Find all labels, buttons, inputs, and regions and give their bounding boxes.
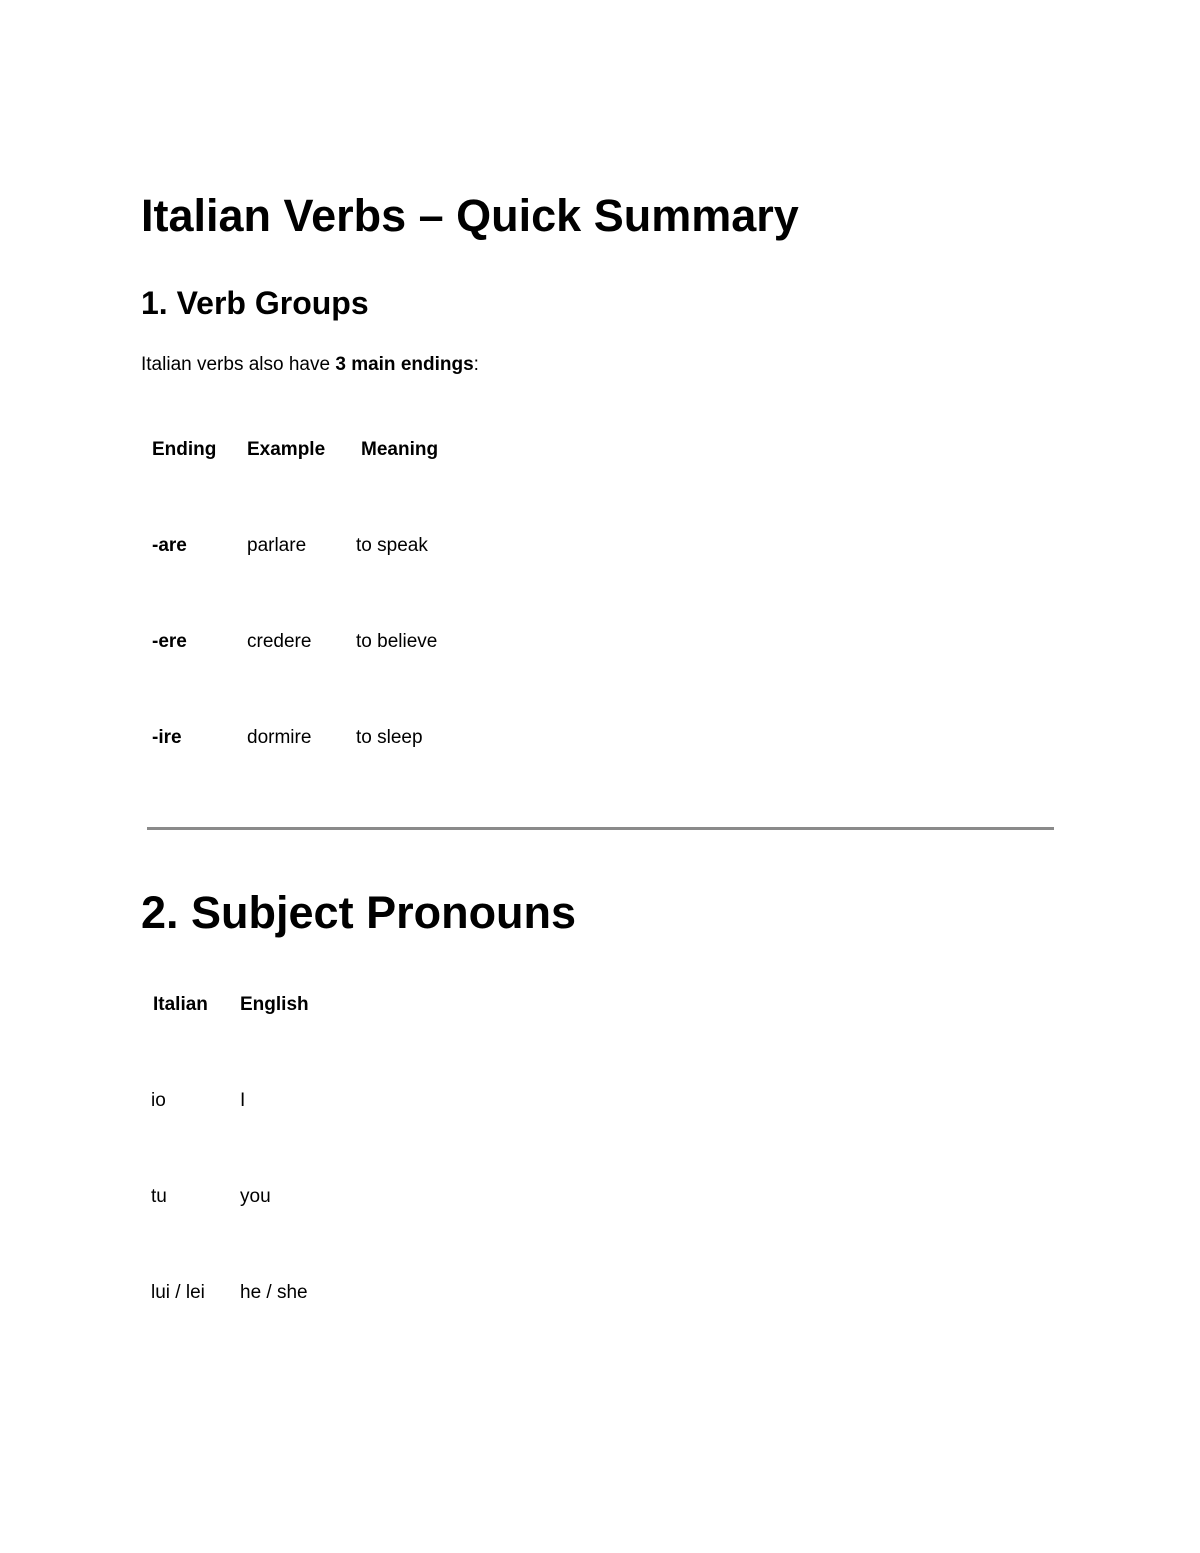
- ending-cell: -ere: [152, 631, 187, 652]
- english-cell: I: [240, 1090, 246, 1111]
- example-cell: dormire: [247, 727, 312, 748]
- italian-cell: lui / lei: [151, 1282, 205, 1303]
- example-cell: parlare: [247, 535, 307, 556]
- intro-text-bold: 3 main endings: [335, 354, 474, 375]
- intro-paragraph: [141, 353, 479, 377]
- example-cell: credere: [247, 631, 312, 652]
- english-cell: you: [240, 1186, 271, 1207]
- intro-text-suffix: :: [473, 354, 479, 375]
- section-heading-verb-groups: 1. Verb Groups: [141, 285, 369, 321]
- meaning-cell: to sleep: [356, 727, 423, 748]
- italian-cell: io: [151, 1090, 166, 1111]
- intro-text-prefix: Italian verbs also have: [141, 354, 336, 375]
- meaning-cell: to believe: [356, 631, 438, 652]
- page-title: Italian Verbs – Quick Summary: [141, 190, 799, 241]
- section-heading-subject-pronouns: 2. Subject Pronouns: [141, 887, 577, 938]
- italian-cell: tu: [151, 1186, 167, 1207]
- meaning-cell: to speak: [356, 535, 428, 556]
- ending-cell: -are: [152, 535, 187, 556]
- column-header-english: English: [240, 994, 309, 1015]
- horizontal-rule: [147, 827, 1054, 830]
- column-header-italian: Italian: [153, 994, 208, 1015]
- column-header-example: Example: [247, 439, 326, 460]
- column-header-meaning: Meaning: [361, 439, 439, 460]
- english-cell: he / she: [240, 1282, 308, 1303]
- ending-cell: -ire: [152, 727, 182, 748]
- column-header-ending: Ending: [152, 439, 217, 460]
